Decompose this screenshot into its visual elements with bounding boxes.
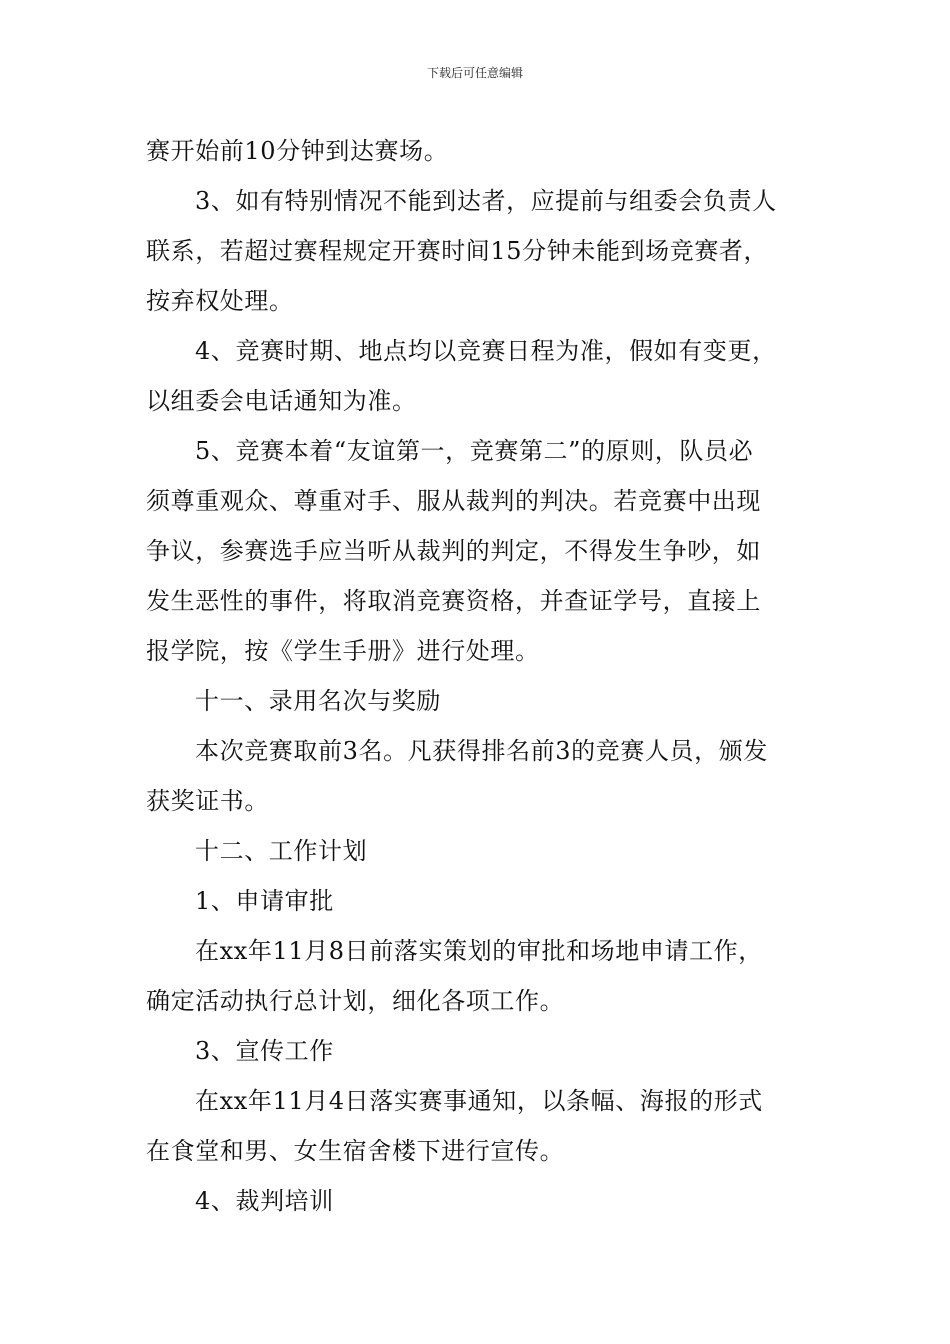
text-line: 获奖证书。 bbox=[146, 787, 269, 815]
subsection-heading: 3、宣传工作 bbox=[195, 1037, 334, 1065]
text-line: 确定活动执行总计划，细化各项工作。 bbox=[146, 987, 565, 1015]
section-heading: 十一、录用名次与奖励 bbox=[195, 687, 441, 715]
text-line: 报学院，按《学生手册》进行处理。 bbox=[146, 637, 540, 665]
text-line: 争议，参赛选手应当听从裁判的判定，不得发生争吵，如 bbox=[146, 537, 761, 565]
text-line: 在xx年11月8日前落实策划的审批和场地申请工作， bbox=[195, 937, 763, 965]
page-header: 下载后可任意编辑 bbox=[426, 66, 523, 80]
text-line: 按弃权处理。 bbox=[146, 287, 294, 315]
text-line: 3、如有特别情况不能到达者，应提前与组委会负责人 bbox=[195, 187, 777, 215]
text-line: 在xx年11月4日落实赛事通知，以条幅、海报的形式 bbox=[195, 1087, 763, 1115]
subsection-heading: 1、申请审批 bbox=[195, 887, 334, 915]
text-line: 联系，若超过赛程规定开赛时间15分钟未能到场竞赛者， bbox=[146, 237, 769, 265]
text-line: 5、竞赛本着“友谊第一，竞赛第二”的原则，队员必 bbox=[195, 437, 754, 465]
section-heading: 十二、工作计划 bbox=[195, 837, 368, 865]
text-line: 发生恶性的事件，将取消竞赛资格，并查证学号，直接上 bbox=[146, 587, 761, 615]
text-line: 以组委会电话通知为准。 bbox=[146, 387, 417, 415]
text-line: 须尊重观众、尊重对手、服从裁判的判决。若竞赛中出现 bbox=[146, 487, 761, 515]
subsection-heading: 4、裁判培训 bbox=[195, 1187, 334, 1215]
text-line: 本次竞赛取前3名。凡获得排名前3的竞赛人员，颁发 bbox=[195, 737, 768, 765]
text-line: 4、竞赛时期、地点均以竞赛日程为准，假如有变更， bbox=[195, 337, 777, 365]
document-body bbox=[146, 126, 808, 1226]
text-line: 在食堂和男、女生宿舍楼下进行宣传。 bbox=[146, 1137, 565, 1165]
text-line: 赛开始前10分钟到达赛场。 bbox=[146, 137, 449, 165]
